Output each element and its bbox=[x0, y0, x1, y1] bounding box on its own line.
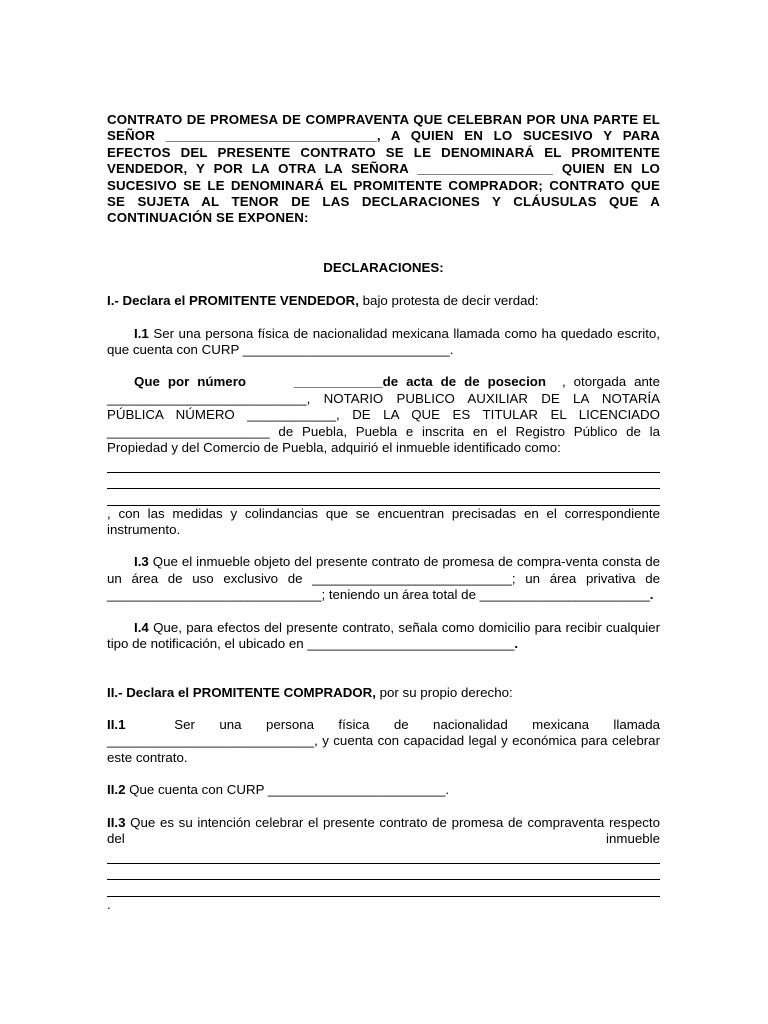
clause-i3-number: I.3 bbox=[134, 554, 149, 570]
clause-i3-end: . bbox=[649, 587, 654, 603]
blank-line bbox=[107, 473, 660, 489]
clause-ii2 bbox=[107, 782, 660, 798]
clause-i2 bbox=[107, 374, 664, 456]
clause-i2-bold: Que por número ____________de acta de de posecion bbox=[134, 374, 547, 390]
clause-i1-text: Ser una persona física de nacionalidad mexicana llamada como ha quedado escrito, que cuenta con CURP ____________________________. bbox=[107, 325, 660, 358]
declaraciones-heading: DECLARACIONES: bbox=[323, 259, 444, 275]
clause-i2-after: , con las medidas y colindancias que se encuentran precisadas en el correspondiente instrumento. bbox=[107, 505, 660, 538]
clause-ii3-end: . bbox=[107, 896, 111, 912]
clause-i1 bbox=[107, 326, 660, 359]
section-1-text: bajo protesta de decir verdad: bbox=[358, 293, 539, 309]
clause-ii3 bbox=[107, 815, 660, 848]
section-2-label: II.- Declara el PROMITENTE COMPRADOR, bbox=[107, 684, 376, 700]
clause-i4 bbox=[107, 620, 660, 653]
clause-ii2-text: Que cuenta con CURP ________________________. bbox=[125, 782, 450, 798]
clause-ii2-number: II.2 bbox=[107, 782, 126, 798]
clause-i1-number: I.1 bbox=[134, 325, 149, 341]
blank-line bbox=[107, 489, 660, 505]
clause-ii1-text: Ser una persona física de nacionalidad mexicana llamada ____________________________, y cuenta con capacidad legal y económica para celebrar este contrato. bbox=[107, 716, 664, 765]
section-1-label: I.- Declara el PROMITENTE VENDEDOR, bbox=[107, 293, 359, 309]
section-2-intro bbox=[107, 685, 660, 701]
contract-title: CONTRATO DE PROMESA DE COMPRAVENTA QUE CELEBRAN POR UNA PARTE EL SEÑOR ____________________________, A QUIEN EN LO SUCESIVO Y PARA EFECTOS DEL PRESENTE CONTRATO SE LE DENOMINARÁ EL PROMITENTE VENDEDOR, Y POR LA OTRA LA SEÑORA __________________ QUIEN EN LO SUCESIVO SE LE DENOMINARÁ EL PROMITENTE COMPRADOR; CONTRATO QUE SE SUJETA AL TENOR DE LAS DECLARACIONES Y CLÁUSULAS QUE A CONTINUACIÓN SE EXPONEN: bbox=[107, 112, 660, 226]
clause-i2-text: , otorgada ante ___________________________, NOTARIO PUBLICO AUXILIAR DE LA NOTARÍA PÚBLICA NÚMERO ____________, DE LA QUE ES TITULAR EL LICENCIADO ______________________ de Puebla, Puebla e inscrita en el Registro Público de la Propiedad y del Comercio de Puebla, adquirió el inmueble identificado como: bbox=[107, 374, 664, 456]
clause-i3-text: Que el inmueble objeto del presente contrato de promesa de compra-venta consta de un área de uso exclusivo de ___________________________; un área privativa de _____________________________; teniendo un área total de _______________________ bbox=[107, 554, 660, 603]
blank-line bbox=[107, 864, 660, 880]
blank-line bbox=[107, 847, 660, 863]
blank-line bbox=[107, 457, 660, 473]
clause-i4-text: Que, para efectos del presente contrato, señala como domicilio para recibir cualquier tipo de notificación, el ubicado en ____________________________ bbox=[107, 619, 660, 652]
clause-ii1-number: II.1 bbox=[107, 716, 126, 732]
clause-ii1 bbox=[107, 716, 664, 766]
clause-i4-end: . bbox=[514, 636, 519, 652]
blank-line bbox=[107, 880, 660, 896]
document-page bbox=[107, 112, 664, 913]
section-1-intro bbox=[107, 293, 660, 309]
clause-i4-number: I.4 bbox=[134, 619, 149, 635]
clause-i3 bbox=[107, 554, 660, 603]
section-2-text: por su propio derecho: bbox=[375, 684, 513, 700]
clause-ii3-number: II.3 bbox=[107, 814, 126, 830]
clause-ii3-text: Que es su intención celebrar el presente contrato de promesa de compraventa respecto del inmueble bbox=[107, 814, 660, 846]
